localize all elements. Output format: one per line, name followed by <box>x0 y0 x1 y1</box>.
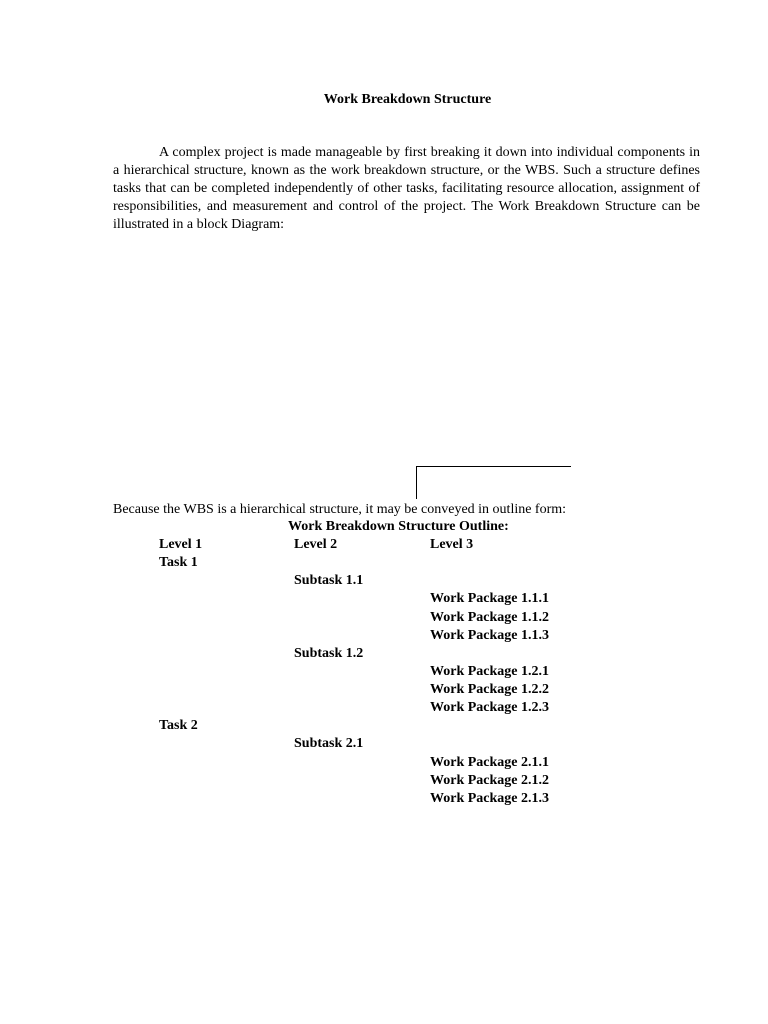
outline-row <box>0 627 768 645</box>
wbs-outline <box>0 536 768 808</box>
outline-row <box>0 699 768 717</box>
outline-intro-text: Because the WBS is a hierarchical structure, it may be conveyed in outline form: <box>113 502 567 517</box>
outline-work-package: Work Package 1.2.3 <box>430 700 549 716</box>
outline-work-package: Work Package 2.1.2 <box>430 772 549 788</box>
outline-header-level-3: Level 3 <box>430 537 474 552</box>
outline-header-level-2: Level 2 <box>294 537 338 552</box>
outline-header-row <box>0 536 768 554</box>
outline-task: Task 1 <box>159 555 198 571</box>
outline-row <box>0 735 768 753</box>
outline-work-package: Work Package 1.1.2 <box>430 609 549 625</box>
outline-title: Work Breakdown Structure Outline: <box>288 519 509 534</box>
outline-row <box>0 609 768 627</box>
outline-work-package: Work Package 1.2.2 <box>430 682 549 697</box>
outline-row <box>0 790 768 808</box>
outline-work-package: Work Package 1.2.1 <box>430 663 549 679</box>
outline-row <box>0 717 768 735</box>
outline-subtask: Subtask 2.1 <box>294 736 364 752</box>
outline-row <box>0 754 768 772</box>
outline-row <box>0 681 768 699</box>
outline-row <box>0 572 768 590</box>
intro-paragraph: A complex project is made manageable by first breaking it down into individual components in a hierarchical structure, known as the work breakdown structure, or the WBS. Such a structure defines tasks that can be completed independently of other tasks, facilitating resource allocation, assignment of responsibilities, and measurement and control of the project. The Work Breakdown Structure can be illustrated in a block Diagram: <box>113 145 700 232</box>
outline-task: Task 2 <box>159 718 198 734</box>
outline-row <box>0 663 768 681</box>
block-diagram-connector-vertical <box>416 466 417 499</box>
outline-row <box>0 590 768 608</box>
outline-subtask: Subtask 1.1 <box>294 573 364 589</box>
outline-row <box>0 772 768 790</box>
outline-work-package: Work Package 2.1.1 <box>430 754 549 770</box>
outline-header-level-1: Level 1 <box>159 537 203 552</box>
outline-row <box>0 645 768 663</box>
outline-work-package: Work Package 1.1.1 <box>430 591 549 607</box>
block-diagram-connector-horizontal <box>417 466 571 467</box>
outline-row <box>0 554 768 572</box>
page-title: Work Breakdown Structure <box>323 92 492 107</box>
outline-subtask: Subtask 1.2 <box>294 645 364 661</box>
outline-rows <box>0 554 768 808</box>
outline-work-package: Work Package 2.1.3 <box>430 790 549 806</box>
outline-work-package: Work Package 1.1.3 <box>430 627 549 643</box>
